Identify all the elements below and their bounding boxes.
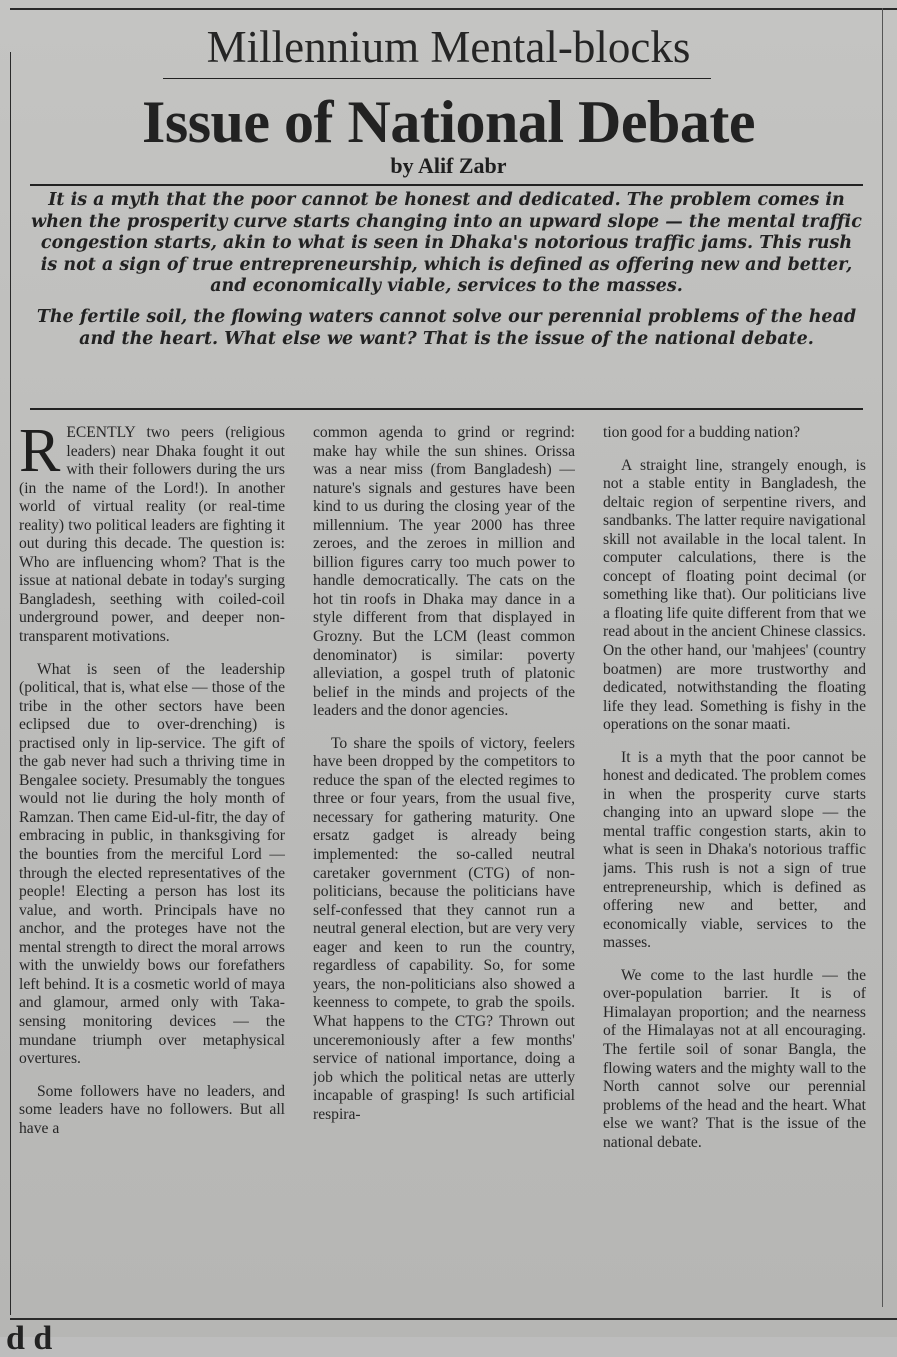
summary-rule xyxy=(30,408,863,410)
article-column-1 xyxy=(19,424,285,1314)
kicker: Millennium Mental-blocks xyxy=(206,22,691,72)
summary-box xyxy=(30,190,863,359)
article-column-2 xyxy=(313,424,575,1314)
summary-paragraph: The fertile soil, the flowing waters cannot solve our perennial problems of the head and the heart. What else we want? That is the issue of the national debate. xyxy=(36,306,857,349)
paragraph: To share the spoils of victory, feelers have been dropped by the competitors to reduce the span of the elected regimes to three or four years, from the usual five, necessary for gathering maturity. One ersatz gadget is already being implemented: the so-called neutral caretaker government (CTG) of non-politicians, because the politicians have self-confessed that they cannot run a neutral general election, but are very very eager and keen to run the country, regardless of capability. So, for some years, the non-politicians also showed a keenness to compete, to grab the spoils. What happens to the CTG? Thrown out unceremoniously after a few months' service of national importance, doing a job which the political netas are utterly incapable of grasping! Is such artificial respira- xyxy=(313,734,575,1123)
paragraph: tion good for a budding nation? xyxy=(603,424,801,441)
drop-cap: R xyxy=(19,424,61,485)
paragraph-text: ECENTLY two peers (religious leaders) near Dhaka fought it out with their followers during the urs (in the name of the Lord!). In another world of virtual reality (or real-time reality) two political leaders are fighting it out during this decade. The question is: Who are influencing whom? That is the issue at national debate in today's surging Bangladesh, seething with coiled-coil underground power, and deeper non-transparent motivations. xyxy=(19,424,285,646)
kicker-rule xyxy=(163,78,711,79)
paragraph: A straight line, strangely enough, is not a stable entity in Bangladesh, the deltaic region of serpentine rivers, and sandbanks. The latter require navigational skill not available in the local talent. In computer calculations, there is the concept of floating point decimal (or something like that). Our politicians live a floating life quite different from that we read about in the ancient Chinese classics. On the other hand, our 'mahjees' (country boatmen) are more trustworthy and dedicated, notwithstanding the floating life they lead. Something is fishy in the operations on the sonar maati. xyxy=(603,456,866,734)
paragraph: We come to the last hurdle — the over-population barrier. It is of Himalayan proportion; and the nearness of the Himalayas not at all encouraging. The fertile soil of sonar Bangla, the flowing waters and the mighty wall to the North cannot solve our perennial problems of the head and the heart. What else we want? That is the issue of the national debate. xyxy=(603,966,866,1151)
byline: by Alif Zabr xyxy=(390,153,507,178)
top-rule xyxy=(10,8,897,10)
byline-rule xyxy=(30,184,863,186)
paragraph: It is a myth that the poor cannot be honest and dedicated. The problem comes in when the prosperity curve starts changing into an upward slope — the mental traffic congestion starts, akin to what is seen in Dhaka's notorious traffic jams. This rush is not a sign of true entrepreneurship, which is defined as offering new and better, and economically viable, services to the masses. xyxy=(603,748,866,952)
right-column-rule xyxy=(882,8,883,1307)
left-column-rule xyxy=(10,52,11,1315)
paragraph: What is seen of the leadership (political, that is, what else — those of the tribe in the other sectors have been eclipsed due to over-drenching) is practised only in lip-service. The gift of the gab never had such a thriving time in Bengalee society. Presumably the tongues would not lie during the holy month of Ramzan. Then came Eid-ul-fitr, the day of embracing in public, in thanksgiving for the bounties from the merciful Lord — through the elected representatives of the people! Electing a person has lost its value, and worth. Principals have no anchor, and the proteges have not the mental strength to direct the moral arrows with the unwieldy bows our forefathers left behind. It is a cosmetic world of maya and glamour, armed only with Taka-sensing monitoring devices — the mundane triumph over metaphysical overtures. xyxy=(19,660,285,1068)
article-column-3 xyxy=(603,424,866,1314)
paragraph: Some followers have no leaders, and some leaders have no followers. But all have a xyxy=(19,1082,285,1137)
next-article-fragment: d d xyxy=(6,1320,53,1357)
paragraph xyxy=(19,424,285,647)
summary-paragraph: It is a myth that the poor cannot be honest and dedicated. The problem comes in when the prosperity curve starts changing into an upward slope — the mental traffic congestion starts, akin to what is seen in Dhaka's notorious traffic jams. This rush is not a sign of true entrepreneurship, which is defined as offering new and better, and economically viable, services to the masses. xyxy=(31,190,862,297)
bottom-rule xyxy=(10,1318,897,1320)
headline: Issue of National Debate xyxy=(142,89,755,155)
paragraph: common agenda to grind or regrind: make hay while the sun shines. Orissa was a near miss (from Bangladesh) — nature's signals and gestures have been kind to us during the closing year of the millennium. The year 2000 has three zeroes, and the zeroes in million and billion figures carry too much power to handle democratically. The cats on the hot tin roofs in Dhaka may dance in a style different from that displayed in Grozny. But the LCM (least common denominator) is similar: poverty alleviation, a gospel truth of platonic belief in the minds and projects of the leaders and the donor agencies. xyxy=(313,424,575,720)
